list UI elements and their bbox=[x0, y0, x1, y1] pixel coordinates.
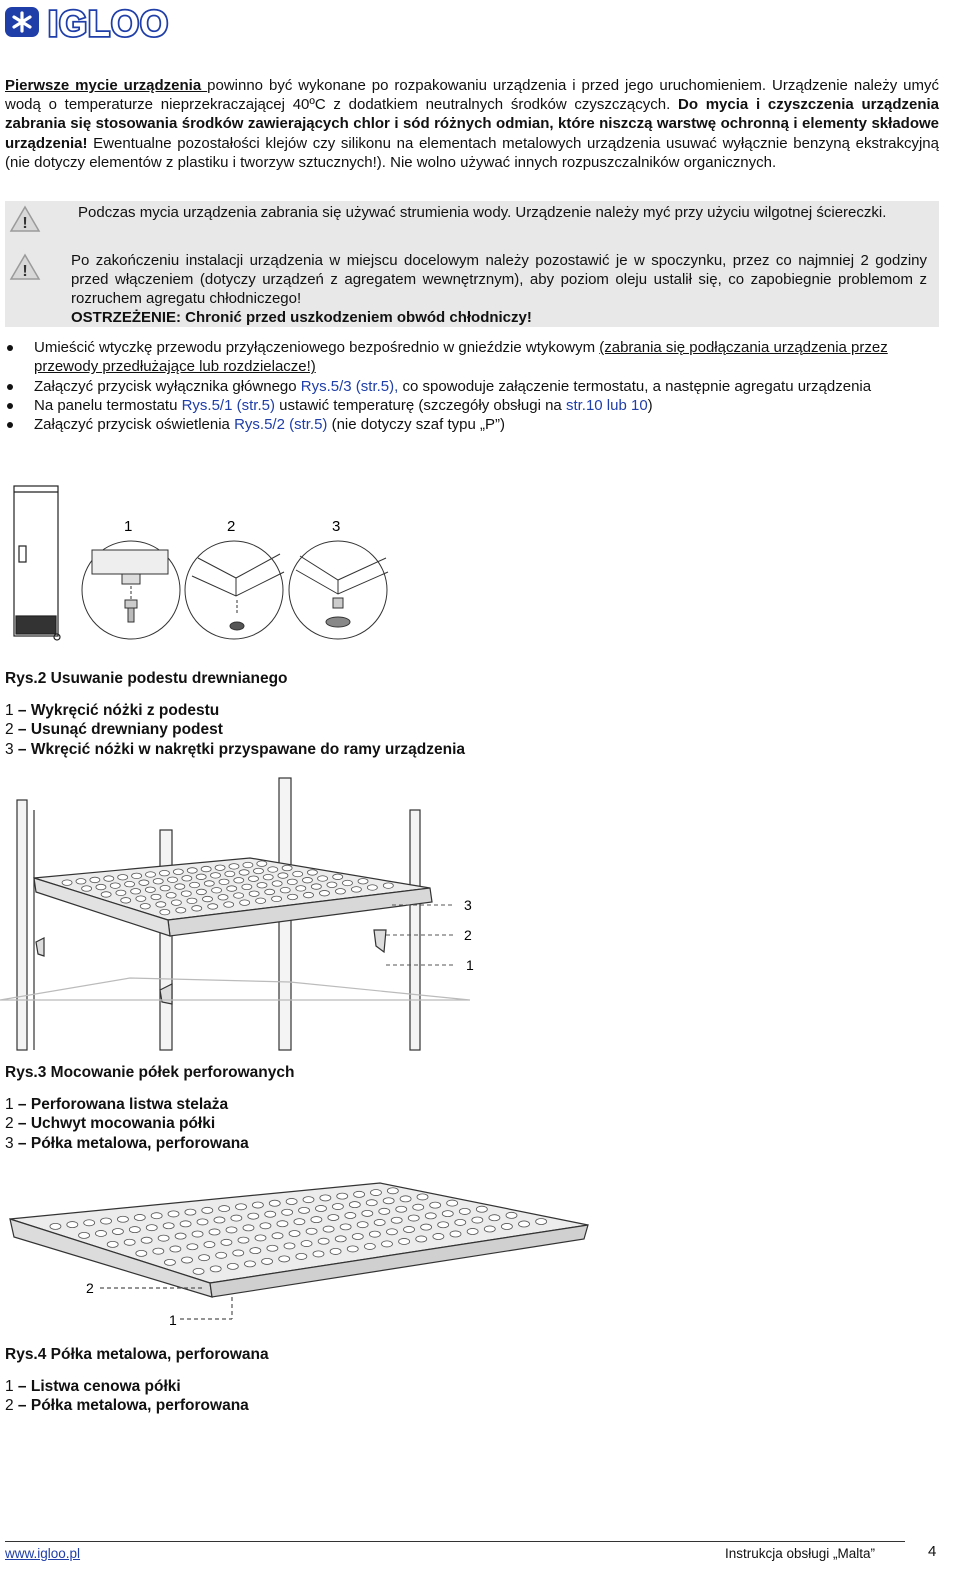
perforation-hole bbox=[229, 864, 239, 870]
perforation-hole bbox=[238, 1237, 249, 1243]
callout-3: 3 bbox=[464, 897, 472, 913]
perforation-hole bbox=[164, 1259, 175, 1265]
perforation-hole bbox=[399, 1238, 410, 1244]
svg-text:!: ! bbox=[22, 263, 28, 280]
perforation-hole bbox=[519, 1221, 530, 1227]
perforation-hole bbox=[160, 909, 170, 915]
perforation-hole bbox=[101, 1218, 112, 1224]
perforation-hole bbox=[442, 1211, 453, 1217]
perforation-hole bbox=[182, 1257, 193, 1263]
perforation-hole bbox=[199, 1255, 210, 1261]
intro-underlined-lead: Pierwsze mycie urządzenia bbox=[5, 77, 208, 94]
perforation-hole bbox=[340, 1224, 351, 1230]
perforation-hole bbox=[476, 1206, 487, 1212]
perforation-hole bbox=[288, 894, 298, 900]
perforation-hole bbox=[277, 1221, 288, 1227]
page-reference-link[interactable]: str.10 lub 10 bbox=[565, 396, 648, 414]
rack-upright-center bbox=[160, 830, 172, 1050]
perforation-hole bbox=[354, 1191, 365, 1197]
logo-text: IGLOO bbox=[48, 4, 169, 40]
perforated-shelf bbox=[34, 858, 432, 936]
perforation-hole bbox=[129, 1227, 140, 1233]
perforation-hole bbox=[131, 889, 141, 895]
figure-reference-link[interactable]: Rys.5/2 (str.5) bbox=[234, 416, 328, 434]
perforation-hole bbox=[170, 1246, 181, 1252]
perforation-hole bbox=[173, 869, 183, 875]
perforation-hole bbox=[187, 868, 197, 874]
perforation-hole bbox=[335, 1236, 346, 1242]
perforation-hole bbox=[404, 1226, 415, 1232]
warning-box bbox=[5, 201, 939, 327]
perforation-hole bbox=[168, 877, 178, 883]
callout-1: 1 bbox=[466, 957, 474, 973]
perforation-hole bbox=[248, 1213, 259, 1219]
perforation-hole bbox=[320, 1195, 331, 1201]
perforation-hole bbox=[215, 865, 225, 871]
perforation-hole bbox=[204, 1242, 215, 1248]
perforation-hole bbox=[335, 889, 345, 895]
perforation-hole bbox=[202, 896, 212, 902]
perforation-hole bbox=[145, 887, 155, 893]
perforation-hole bbox=[337, 1193, 348, 1199]
perforation-hole bbox=[151, 894, 161, 900]
figure-number: Rys.2 bbox=[5, 670, 47, 687]
legend-item: 1 – Wykręcić nóżki z podestu bbox=[5, 702, 220, 719]
perforation-hole bbox=[447, 1200, 458, 1206]
perforation-hole bbox=[240, 900, 250, 906]
perforation-hole bbox=[192, 1231, 203, 1237]
perforation-hole bbox=[280, 887, 290, 893]
rack-upright-right-back bbox=[410, 810, 420, 1050]
warning-text-1: Podczas mycia urządzenia zabrania się używać strumienia wody. Urządzenie należy myć przy użyciu wilgotnej ściereczki. bbox=[78, 204, 887, 221]
perforation-hole bbox=[116, 890, 126, 896]
perforation-hole bbox=[192, 906, 202, 912]
intro-paragraph bbox=[5, 76, 939, 172]
perforation-hole bbox=[136, 1250, 147, 1256]
figure-number: Rys.4 bbox=[5, 1346, 47, 1363]
perforation-hole bbox=[318, 876, 328, 882]
perforation-hole bbox=[430, 1202, 441, 1208]
perforation-hole bbox=[82, 886, 92, 892]
perforation-hole bbox=[262, 1258, 273, 1264]
perforation-hole bbox=[249, 891, 259, 897]
perforation-hole bbox=[196, 874, 206, 880]
perforation-hole bbox=[168, 1211, 179, 1217]
perforation-hole bbox=[413, 1204, 424, 1210]
perforation-hole bbox=[349, 1202, 360, 1208]
perforation-hole bbox=[96, 884, 106, 890]
perforation-hole bbox=[139, 880, 149, 886]
perforation-hole bbox=[76, 879, 86, 885]
perforation-hole bbox=[450, 1231, 461, 1237]
perforation-hole bbox=[364, 1243, 375, 1249]
perforation-hole bbox=[265, 889, 275, 895]
perforation-hole bbox=[182, 876, 192, 882]
legend-item: 2 – Usunąć drewniany podest bbox=[5, 721, 223, 739]
figure-title: Półka metalowa, perforowana bbox=[46, 1346, 269, 1363]
perforation-hole bbox=[268, 867, 278, 873]
bullet-icon bbox=[7, 345, 13, 351]
perforation-hole bbox=[243, 862, 253, 868]
perforation-hole bbox=[489, 1215, 500, 1221]
perforation-hole bbox=[318, 1238, 329, 1244]
perforation-hole bbox=[187, 1244, 198, 1250]
legend-item: 1 – Perforowana listwa stelaża bbox=[5, 1096, 229, 1113]
list-item bbox=[5, 377, 944, 396]
footer-document-title: Instrukcja obsługi „Malta” bbox=[725, 1546, 876, 1561]
perforation-hole bbox=[227, 1263, 238, 1269]
figure-2-caption bbox=[5, 670, 288, 688]
perforation-hole bbox=[244, 1261, 255, 1267]
perforation-hole bbox=[438, 1222, 449, 1228]
perforation-hole bbox=[218, 895, 228, 901]
perforation-hole bbox=[209, 1229, 220, 1235]
perforation-hole bbox=[386, 1229, 397, 1235]
perforation-hole bbox=[282, 1209, 293, 1215]
perforation-hole bbox=[140, 903, 150, 909]
perforation-hole bbox=[347, 1246, 358, 1252]
perforation-hole bbox=[330, 1248, 341, 1254]
perforation-hole bbox=[234, 878, 244, 884]
perforation-hole bbox=[239, 870, 249, 876]
warning-caution: OSTRZEŻENIE: Chronić przed uszkodzeniem obwód chłodniczy! bbox=[71, 309, 532, 326]
perforation-hole bbox=[67, 1222, 78, 1228]
figure-3-legend bbox=[5, 1095, 249, 1153]
perforation-hole bbox=[374, 1219, 385, 1225]
perforation-hole bbox=[231, 1215, 242, 1221]
perforation-hole bbox=[225, 871, 235, 877]
perforation-hole bbox=[328, 1214, 339, 1220]
perforation-hole bbox=[370, 1190, 381, 1196]
list-item bbox=[5, 415, 950, 434]
perforation-hole bbox=[190, 882, 200, 888]
perforation-hole bbox=[227, 886, 237, 892]
perforation-hole bbox=[125, 881, 135, 887]
perforation-hole bbox=[132, 873, 142, 879]
legend-item: 3 – Wkręcić nóżki w nakrętki przyspawane do ramy urządzenia bbox=[5, 740, 466, 758]
perforation-hole bbox=[301, 1241, 312, 1247]
perforation-hole bbox=[156, 902, 166, 908]
perforation-hole bbox=[323, 1226, 334, 1232]
warning-text-2-body: Po zakończeniu instalacji urządzenia w miejscu docelowym należy pozostawić je w spoczynku, przez co najmniej 2 godziny przed włączeniem (dotyczy urządzeń z agregatem wewnętrznym), aby poziom oleju ustalił się, co zapobiegnie problemom z rozruchem agregatu chłodniczego! bbox=[71, 252, 927, 307]
bullet-icon bbox=[7, 403, 13, 409]
perforation-hole bbox=[345, 1212, 356, 1218]
perforation-hole bbox=[265, 1211, 276, 1217]
perforation-hole bbox=[455, 1219, 466, 1225]
perforation-hole bbox=[176, 907, 186, 913]
perforation-hole bbox=[284, 1243, 295, 1249]
intro-text-1: powinno być wykonane po rozpakowaniu urządzenia i przed jego uruchomieniem. Urządzenie należy umyć wodą o temperaturze nieprzekraczającej 40ºC z dodatkiem neutralnych środków czyszczących. bbox=[5, 77, 940, 114]
perforation-hole bbox=[282, 865, 292, 871]
perforation-hole bbox=[201, 866, 211, 872]
perforation-hole bbox=[166, 893, 176, 899]
perforation-hole bbox=[296, 886, 306, 892]
perforation-hole bbox=[313, 1251, 324, 1257]
snowflake-icon bbox=[5, 7, 39, 37]
svg-text:!: ! bbox=[22, 215, 28, 232]
perforation-hole bbox=[185, 1209, 196, 1215]
igloo-logo bbox=[4, 4, 219, 40]
perforation-hole bbox=[141, 1237, 152, 1243]
callout-2: 2 bbox=[464, 927, 472, 943]
perforation-hole bbox=[153, 878, 163, 884]
perforation-hole bbox=[84, 1220, 95, 1226]
perforation-hole bbox=[104, 876, 114, 882]
perforation-hole bbox=[472, 1217, 483, 1223]
perforation-hole bbox=[159, 870, 169, 876]
perforation-hole bbox=[160, 885, 170, 891]
perforation-hole bbox=[124, 1239, 135, 1245]
perforation-hole bbox=[287, 879, 297, 885]
callout-1: 1 bbox=[169, 1312, 177, 1328]
perforation-hole bbox=[196, 889, 206, 895]
perforation-hole bbox=[369, 1231, 380, 1237]
perforation-hole bbox=[272, 896, 282, 902]
list-item-text: Umieścić wtyczkę przewodu przyłączeniowego bezpośrednio w gnieździe wtykowym bbox=[34, 339, 600, 356]
perforation-hole bbox=[351, 887, 361, 893]
perforation-hole bbox=[383, 883, 393, 889]
perforation-hole bbox=[163, 1223, 174, 1229]
perforation-hole bbox=[286, 1198, 297, 1204]
perforation-hole bbox=[50, 1223, 61, 1229]
cabinet-drawing bbox=[14, 486, 60, 640]
perforation-hole bbox=[433, 1233, 444, 1239]
perforation-hole bbox=[181, 891, 191, 897]
perforation-hole bbox=[311, 884, 321, 890]
callout-2: 2 bbox=[86, 1280, 94, 1296]
perforation-hole bbox=[367, 885, 377, 891]
perforation-hole bbox=[204, 881, 214, 887]
perforation-hole bbox=[146, 1225, 157, 1231]
perforation-hole bbox=[226, 1227, 237, 1233]
perforation-hole bbox=[90, 877, 100, 883]
perforation-hole bbox=[327, 882, 337, 888]
detail-label-2: 2 bbox=[227, 518, 236, 535]
perforation-hole bbox=[358, 878, 368, 884]
list-item bbox=[5, 338, 950, 377]
detail-circle-3 bbox=[289, 541, 388, 639]
intro-text-2: Ewentualne pozostałości klejów czy silikonu na elementach metalowych urządzenia usuwać wyłącznie benzyną ekstrakcyjną (nie dotyczy elementów z plastiku i tworzyw sztucznych!). Nie wolno używać innych rozpuszczalników organicznych. bbox=[5, 134, 939, 171]
perforation-hole bbox=[112, 1228, 123, 1234]
figure-number: Rys.3 bbox=[5, 1064, 47, 1081]
perforation-hole bbox=[293, 871, 303, 877]
perforation-hole bbox=[306, 1228, 317, 1234]
bullet-list bbox=[5, 338, 950, 434]
figure-3-caption bbox=[5, 1064, 294, 1082]
perforation-hole bbox=[224, 902, 234, 908]
perforation-hole bbox=[219, 879, 229, 885]
perforation-hole bbox=[95, 1230, 106, 1236]
perforation-hole bbox=[501, 1223, 512, 1229]
bullet-icon bbox=[7, 384, 13, 390]
perforation-hole bbox=[381, 1241, 392, 1247]
perforation-hole bbox=[117, 1216, 128, 1222]
list-item-text: Załączyć przycisk wyłącznika głównego bbox=[34, 377, 301, 395]
perforation-hole bbox=[214, 1217, 225, 1223]
perforation-hole bbox=[136, 896, 146, 902]
list-item-text: ) bbox=[647, 396, 653, 414]
perforation-hole bbox=[267, 1245, 278, 1251]
legend-item: 1 – Listwa cenowa półki bbox=[5, 1378, 181, 1395]
perforation-hole bbox=[269, 1200, 280, 1206]
perforation-hole bbox=[260, 1223, 271, 1229]
perforation-hole bbox=[151, 1213, 162, 1219]
list-item-underlined: (zabrania się podłączania urządzenia przez przewody przedłużające lub rozdzielacze!) bbox=[34, 339, 888, 376]
perforation-hole bbox=[279, 1256, 290, 1262]
perforation-hole bbox=[146, 872, 156, 878]
perforation-hole bbox=[234, 893, 244, 899]
perforation-hole bbox=[202, 1207, 213, 1213]
list-item-text: (nie dotyczy szaf typu „P”) bbox=[327, 416, 505, 434]
perforation-hole bbox=[263, 874, 273, 880]
perforation-hole bbox=[408, 1215, 419, 1221]
perforation-hole bbox=[212, 888, 222, 894]
perforation-hole bbox=[250, 1248, 261, 1254]
figure-reference-link[interactable]: Rys.5/1 (str.5) bbox=[181, 396, 275, 414]
perforation-hole bbox=[387, 1188, 398, 1194]
warning-triangle-icon bbox=[9, 253, 41, 281]
detail-label-1: 1 bbox=[124, 518, 133, 535]
list-item-text: Załączyć przycisk oświetlenia bbox=[34, 416, 235, 434]
perforation-hole bbox=[180, 1221, 191, 1227]
perforation-hole bbox=[362, 1210, 373, 1216]
perforation-hole bbox=[242, 884, 252, 890]
detail-label-3: 3 bbox=[332, 518, 341, 535]
rack-upright-left-front bbox=[17, 800, 27, 1050]
figure-4-caption bbox=[5, 1346, 269, 1364]
perforation-hole bbox=[296, 1253, 307, 1259]
detail-circle-1 bbox=[82, 541, 180, 639]
perforation-hole bbox=[216, 1252, 227, 1258]
list-item bbox=[5, 396, 950, 415]
perforation-hole bbox=[187, 898, 197, 904]
perforation-hole bbox=[421, 1224, 432, 1230]
perforation-hole bbox=[219, 1206, 230, 1212]
perforation-hole bbox=[175, 1233, 186, 1239]
page-number: 4 bbox=[928, 1543, 937, 1560]
perforation-hole bbox=[304, 892, 314, 898]
perforation-hole bbox=[158, 1235, 169, 1241]
perforation-hole bbox=[459, 1208, 470, 1214]
perforation-hole bbox=[175, 884, 185, 890]
perforation-hole bbox=[303, 1197, 314, 1203]
perforation-hole bbox=[211, 873, 221, 879]
perforation-hole bbox=[506, 1212, 517, 1218]
perforation-hole bbox=[118, 874, 128, 880]
perforation-hole bbox=[400, 1196, 411, 1202]
perforation-hole bbox=[101, 892, 111, 898]
figure-title: Usuwanie podestu drewnianego bbox=[46, 670, 288, 687]
perforation-hole bbox=[62, 880, 72, 886]
bullet-icon bbox=[7, 422, 13, 428]
perforation-hole bbox=[366, 1200, 377, 1206]
perforation-hole bbox=[233, 1250, 244, 1256]
list-item-text: co spowoduje załączenie termostatu, a następnie agregatu urządzenia bbox=[398, 377, 872, 395]
perforation-hole bbox=[272, 1233, 283, 1239]
perforation-hole bbox=[536, 1218, 547, 1224]
perforation-hole bbox=[396, 1206, 407, 1212]
perforation-hole bbox=[107, 1241, 118, 1247]
perforation-hole bbox=[255, 1235, 266, 1241]
figure-2-legend bbox=[5, 701, 465, 759]
perforation-hole bbox=[467, 1228, 478, 1234]
perforation-hole bbox=[134, 1214, 145, 1220]
perforation-hole bbox=[484, 1226, 495, 1232]
perforation-hole bbox=[110, 883, 120, 889]
perforation-hole bbox=[391, 1217, 402, 1223]
perforation-hole bbox=[79, 1232, 90, 1238]
perforation-hole bbox=[171, 900, 181, 906]
footer-website-link[interactable]: www.igloo.pl bbox=[5, 1546, 81, 1561]
legend-item: 2 – Półka metalowa, perforowana bbox=[5, 1397, 249, 1415]
warning-text-2 bbox=[71, 251, 927, 327]
perforation-hole bbox=[332, 1204, 343, 1210]
perforation-hole bbox=[425, 1213, 436, 1219]
perforation-hole bbox=[289, 1230, 300, 1236]
perforation-hole bbox=[257, 861, 267, 867]
footer-divider bbox=[5, 1541, 905, 1542]
perforation-hole bbox=[302, 877, 312, 883]
figure-4-illustration bbox=[0, 1175, 600, 1335]
perforation-hole bbox=[319, 890, 329, 896]
intro-bold-warning: Do mycia i czyszczenia urządzenia zabrania się stosowania środków zawierających chlor i sód różnych odmian, które niszczą warstwę ochronną i elementy składowe urządzenia! bbox=[5, 96, 939, 152]
perforation-hole bbox=[253, 868, 263, 874]
figure-2-illustration bbox=[0, 480, 400, 645]
perforation-hole bbox=[252, 1202, 263, 1208]
perforation-hole bbox=[243, 1225, 254, 1231]
perforation-hole bbox=[342, 880, 352, 886]
perforation-hole bbox=[383, 1198, 394, 1204]
perforation-hole bbox=[307, 870, 317, 876]
perforation-hole bbox=[193, 1268, 204, 1274]
perforation-hole bbox=[121, 898, 131, 904]
warning-triangle-icon bbox=[9, 205, 41, 233]
perforation-hole bbox=[379, 1208, 390, 1214]
legend-item: 2 – Uchwyt mocowania półki bbox=[5, 1115, 216, 1133]
perforation-hole bbox=[299, 1207, 310, 1213]
figure-reference-link[interactable]: Rys.5/3 (str.5), bbox=[300, 377, 399, 395]
perforation-hole bbox=[417, 1194, 428, 1200]
detail-circle-2 bbox=[185, 541, 284, 639]
perforation-hole bbox=[294, 1219, 305, 1225]
perforation-hole bbox=[256, 898, 266, 904]
perforation-hole bbox=[210, 1266, 221, 1272]
perforation-hole bbox=[333, 874, 343, 880]
list-item-text: Na panelu termostatu bbox=[34, 396, 182, 414]
perforation-hole bbox=[311, 1217, 322, 1223]
legend-item: 3 – Półka metalowa, perforowana bbox=[5, 1134, 249, 1152]
perforation-hole bbox=[197, 1219, 208, 1225]
perforation-hole bbox=[221, 1239, 232, 1245]
perforation-hole bbox=[357, 1222, 368, 1228]
perforation-hole bbox=[248, 876, 258, 882]
figure-4-legend bbox=[5, 1377, 249, 1416]
perforation-hole bbox=[257, 882, 267, 888]
perforation-hole bbox=[315, 1205, 326, 1211]
figure-3-illustration bbox=[0, 770, 500, 1055]
perforation-hole bbox=[352, 1233, 363, 1239]
list-item-text: ustawić temperaturę (szczegóły obsługi na bbox=[274, 396, 566, 414]
perforation-hole bbox=[153, 1248, 164, 1254]
perforation-hole bbox=[278, 873, 288, 879]
perforation-hole bbox=[236, 1204, 247, 1210]
perforation-hole bbox=[272, 881, 282, 887]
perforation-hole bbox=[416, 1236, 427, 1242]
figure-title: Mocowanie półek perforowanych bbox=[46, 1064, 295, 1081]
perforation-hole bbox=[208, 904, 218, 910]
